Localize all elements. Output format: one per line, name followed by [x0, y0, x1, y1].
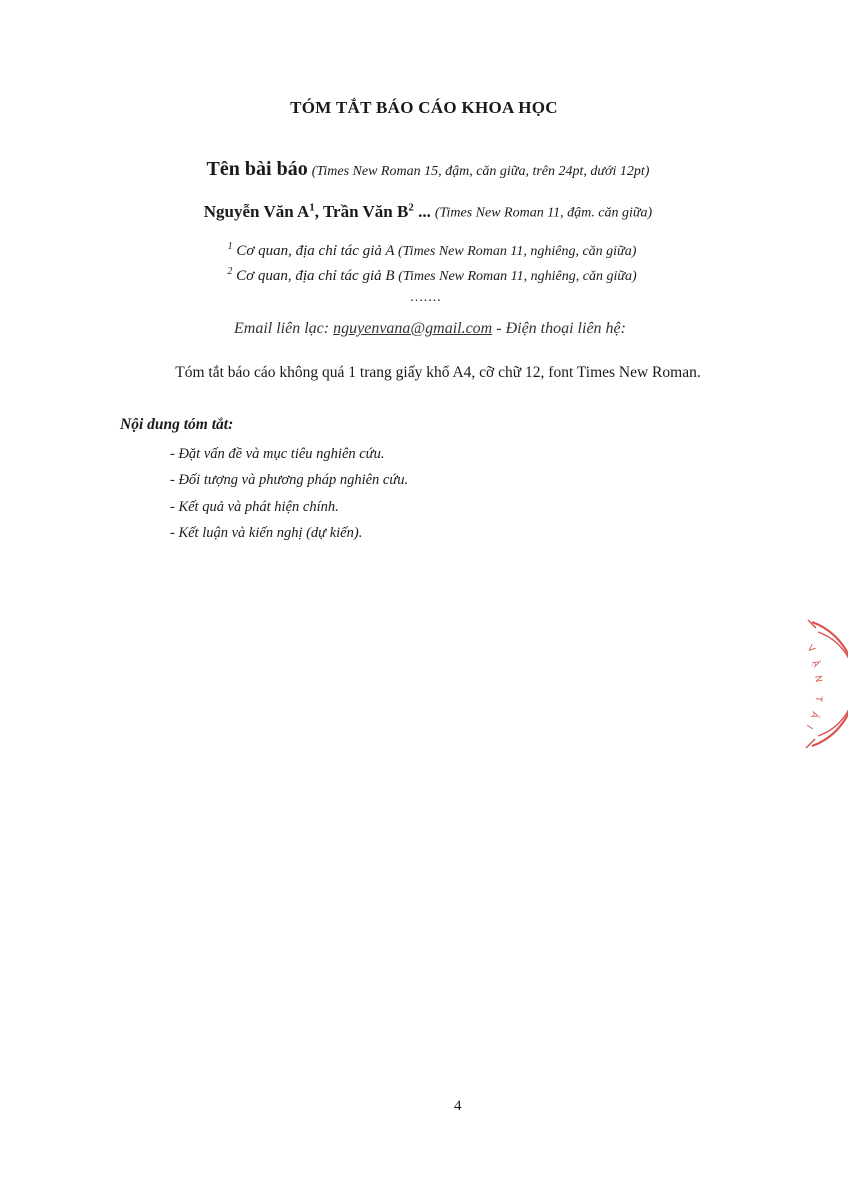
content-item-results: - Kết quả và phát hiện chính.	[170, 498, 339, 515]
abstract-length-note: Tóm tắt báo cáo không quá 1 trang giấy khổ A4, cỡ chữ 12, font Times New Roman.	[175, 364, 701, 381]
author-a-superscript: 1	[309, 201, 315, 213]
svg-text:V: V	[804, 643, 817, 655]
svg-text:T: T	[812, 695, 823, 703]
svg-text:I: I	[804, 722, 814, 731]
content-heading: Nội dung tóm tắt:	[120, 416, 234, 433]
more-affiliations-ellipsis: .......	[410, 290, 442, 305]
paper-title: Tên bài báo	[206, 158, 308, 180]
authors-line	[4, 201, 848, 222]
document-heading: TÓM TẮT BÁO CÁO KHOA HỌC	[290, 98, 558, 117]
author-b-superscript: 2	[408, 201, 414, 213]
svg-text:Ậ: Ậ	[809, 659, 821, 669]
page-number: 4	[454, 1098, 462, 1114]
red-seal-stamp	[790, 618, 848, 750]
authors	[204, 202, 431, 221]
author-a-name: Nguyễn Văn A	[203, 201, 310, 221]
affiliation-b-format-note: (Times New Roman 11, nghiêng, căn giữa)	[398, 269, 637, 284]
svg-text:Ả: Ả	[808, 709, 820, 720]
affiliation-a-format-note: (Times New Roman 11, nghiêng, căn giữa)	[398, 244, 637, 259]
affiliation-a-superscript: 1	[227, 241, 233, 252]
affiliation-line-a	[8, 241, 848, 260]
email-label: Email liên lạc:	[234, 320, 330, 337]
affiliation-a-text: Cơ quan, địa chỉ tác giả A	[236, 243, 395, 259]
email-link[interactable]: nguyenvana@gmail.com	[333, 320, 493, 337]
content-list	[170, 441, 408, 546]
svg-text:N: N	[812, 674, 824, 684]
paper-title-line	[4, 158, 848, 181]
content-item-conclusion: - Kết luận và kiến nghị (dự kiến).	[170, 524, 363, 541]
contact-line	[6, 320, 848, 338]
paper-title-format-note: (Times New Roman 15, đậm, căn giữa, trên 24pt, dưới 12pt)	[311, 164, 650, 179]
content-item-method: - Đối tượng và phương pháp nghiên cứu.	[170, 472, 409, 489]
author-separator: ,	[314, 201, 323, 221]
content-item-problem: - Đặt vấn đề và mục tiêu nghiên cứu.	[170, 446, 385, 462]
affiliation-b-superscript: 2	[227, 266, 233, 277]
author-b-name: Trần Văn B	[322, 201, 409, 221]
authors-format-note: (Times New Roman 11, đậm. căn giữa)	[434, 205, 653, 221]
affiliation-line-b	[8, 266, 848, 285]
authors-more: ...	[413, 201, 431, 221]
phone-label: - Điện thoại liên hệ:	[496, 320, 626, 337]
affiliation-b-text: Cơ quan, địa chỉ tác giả B	[236, 268, 395, 284]
